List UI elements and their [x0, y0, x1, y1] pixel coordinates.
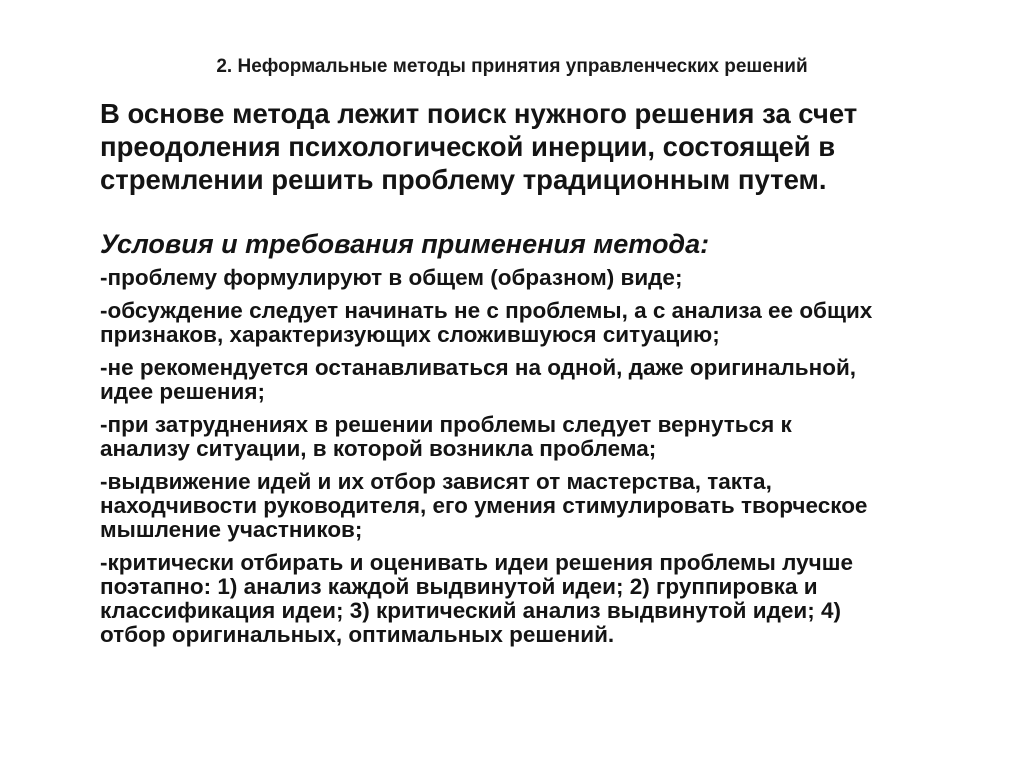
requirements-list [100, 266, 970, 647]
conditions-heading: Условия и требования применения метода: [100, 229, 710, 259]
intro-line: стремлении решить проблему традиционным путем. [100, 164, 827, 195]
intro-line: преодоления психологической инерции, состоящей в [100, 131, 836, 162]
intro-line: В основе метода лежит поиск нужного решения за счет [100, 98, 858, 129]
requirement-line: классификация идеи; 3) критический анализ выдвинутой идеи; 4) [100, 598, 841, 623]
requirement-line: -критически отбирать и оценивать идеи решения проблемы лучше [100, 550, 853, 575]
requirement-line: признаков, характеризующих сложившуюся ситуацию; [100, 322, 720, 347]
requirement-item [100, 266, 970, 290]
slide-title: 2. Неформальные методы принятия управленческих решений [216, 56, 808, 77]
intro-paragraph [100, 97, 970, 196]
requirement-item [100, 299, 970, 347]
requirement-line: -проблему формулируют в общем (образном) виде; [100, 265, 683, 290]
requirement-line: анализу ситуации, в которой возникла проблема; [100, 436, 657, 461]
requirement-line: поэтапно: 1) анализ каждой выдвинутой идеи; 2) группировка и [100, 574, 818, 599]
slide-content [100, 97, 970, 656]
requirement-line: идее решения; [100, 379, 265, 404]
requirement-line: отбор оригинальных, оптимальных решений. [100, 622, 615, 647]
requirement-item [100, 413, 970, 461]
requirement-line: -выдвижение идей и их отбор зависят от мастерства, такта, [100, 469, 772, 494]
requirement-item [100, 470, 970, 542]
requirement-item [100, 356, 970, 404]
requirement-line: -обсуждение следует начинать не с проблемы, а с анализа ее общих [100, 298, 873, 323]
requirement-line: мышление участников; [100, 517, 363, 542]
requirement-line: -при затруднениях в решении проблемы следует вернуться к [100, 412, 792, 437]
requirement-line: находчивости руководителя, его умения стимулировать творческое [100, 493, 868, 518]
requirement-item [100, 551, 970, 647]
requirement-line: -не рекомендуется останавливаться на одной, даже оригинальной, [100, 355, 857, 380]
